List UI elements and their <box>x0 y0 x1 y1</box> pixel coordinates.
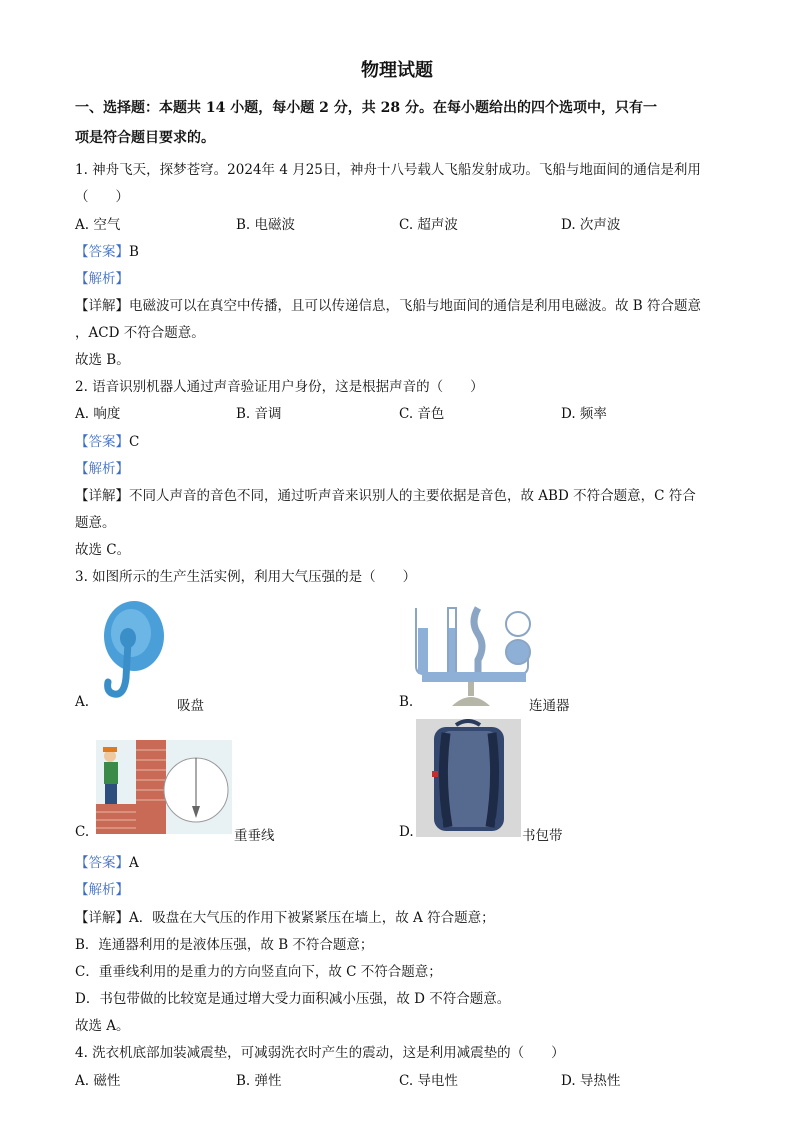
q1-stem-bracket: （ ） <box>75 189 129 205</box>
q3-conclusion: 故选 A。 <box>75 1018 130 1034</box>
q2-option-a: A. 响度 <box>75 406 121 422</box>
q3-option-a: A. <box>75 694 90 710</box>
q2-option-b: B. 音调 <box>236 406 282 422</box>
backpack-figure <box>416 719 521 837</box>
q2-answer <box>75 430 139 450</box>
page-title: 物理试题 <box>361 60 433 81</box>
q2-analysis-label: 【解析】 <box>75 461 129 477</box>
answer-value: A <box>129 855 139 871</box>
section-heading-line1: 一、选择题：本题共 14 小题，每小题 2 分，共 28 分。在每小题给出的四个选项中，只有一 <box>75 100 657 116</box>
q3-option-b: B. <box>399 694 414 710</box>
q1-analysis-label: 【解析】 <box>75 271 129 287</box>
suction-cup-figure <box>98 598 173 703</box>
q3-detail-line4: D．书包带做的比较宽是通过增大受力面积减小压强，故 D 不符合题意。 <box>75 991 511 1007</box>
q3-caption-a: 吸盘 <box>177 698 204 714</box>
q1-detail-line1 <box>75 294 701 314</box>
detail-label: 【详解】 <box>75 298 129 314</box>
q4-option-b: B. 弹性 <box>236 1073 282 1089</box>
q3-caption-c: 重垂线 <box>234 828 275 844</box>
q3-stem: 3. 如图所示的生产生活实例，利用大气压强的是（ ） <box>75 569 417 585</box>
q4-option-d: D. 导热性 <box>561 1073 621 1089</box>
q4-option-c: C. 导电性 <box>399 1073 458 1089</box>
q3-option-c: C. <box>75 824 90 840</box>
q3-option-d: D. <box>399 824 414 840</box>
q2-stem: 2. 语音识别机器人通过声音验证用户身份，这是根据声音的（ ） <box>75 379 484 395</box>
q3-answer <box>75 851 139 871</box>
answer-label: 【答案】 <box>75 855 129 871</box>
q1-conclusion: 故选 B。 <box>75 352 130 368</box>
q3-detail-line1 <box>75 906 495 926</box>
detail-text: A．吸盘在大气压的作用下被紧紧压在墙上，故 A 符合题意； <box>129 910 495 926</box>
answer-label: 【答案】 <box>75 244 129 260</box>
q1-option-a: A. 空气 <box>75 217 121 233</box>
answer-label: 【答案】 <box>75 434 129 450</box>
q1-answer <box>75 240 139 260</box>
q2-conclusion: 故选 C。 <box>75 542 131 558</box>
q4-option-a: A. 磁性 <box>75 1073 121 1089</box>
q2-option-d: D. 频率 <box>561 406 607 422</box>
q3-analysis-label: 【解析】 <box>75 882 129 898</box>
plumb-line-figure <box>96 740 232 834</box>
q2-detail-line1 <box>75 484 696 504</box>
detail-text: 不同人声音的音色不同，通过听声音来识别人的主要依据是音色，故 ABD 不符合题意，C 符合 <box>129 488 696 504</box>
q4-stem: 4. 洗衣机底部加装减震垫，可减弱洗衣时产生的震动，这是利用减震垫的（ ） <box>75 1045 565 1061</box>
q2-option-c: C. 音色 <box>399 406 445 422</box>
q3-detail-line3: C．重垂线利用的是重力的方向竖直向下，故 C 不符合题意； <box>75 964 442 980</box>
connected-vessels-figure <box>412 600 534 708</box>
detail-label: 【详解】 <box>75 488 129 504</box>
q1-stem: 1. 神舟飞天，探梦苍穹。2024年 4 月25日，神舟十八号载人飞船发射成功。飞船与地面间的通信是利用 <box>75 162 701 178</box>
q1-detail-line2: ，ACD 不符合题意。 <box>75 325 205 341</box>
q1-option-d: D. 次声波 <box>561 217 621 233</box>
q2-detail-line2: 题意。 <box>75 515 116 531</box>
q1-option-c: C. 超声波 <box>399 217 458 233</box>
q3-detail-line2: B．连通器利用的是液体压强，故 B 不符合题意； <box>75 937 374 953</box>
q1-option-b: B. 电磁波 <box>236 217 296 233</box>
q3-caption-b: 连通器 <box>529 698 570 714</box>
detail-label: 【详解】 <box>75 910 129 926</box>
answer-value: B <box>129 244 139 260</box>
detail-text: 电磁波可以在真空中传播，且可以传递信息，飞船与地面间的通信是利用电磁波。故 B 符合题意 <box>129 298 702 314</box>
answer-value: C <box>129 434 140 450</box>
section-heading-line2: 项是符合题目要求的。 <box>75 130 215 146</box>
q3-caption-d: 书包带 <box>522 828 563 844</box>
